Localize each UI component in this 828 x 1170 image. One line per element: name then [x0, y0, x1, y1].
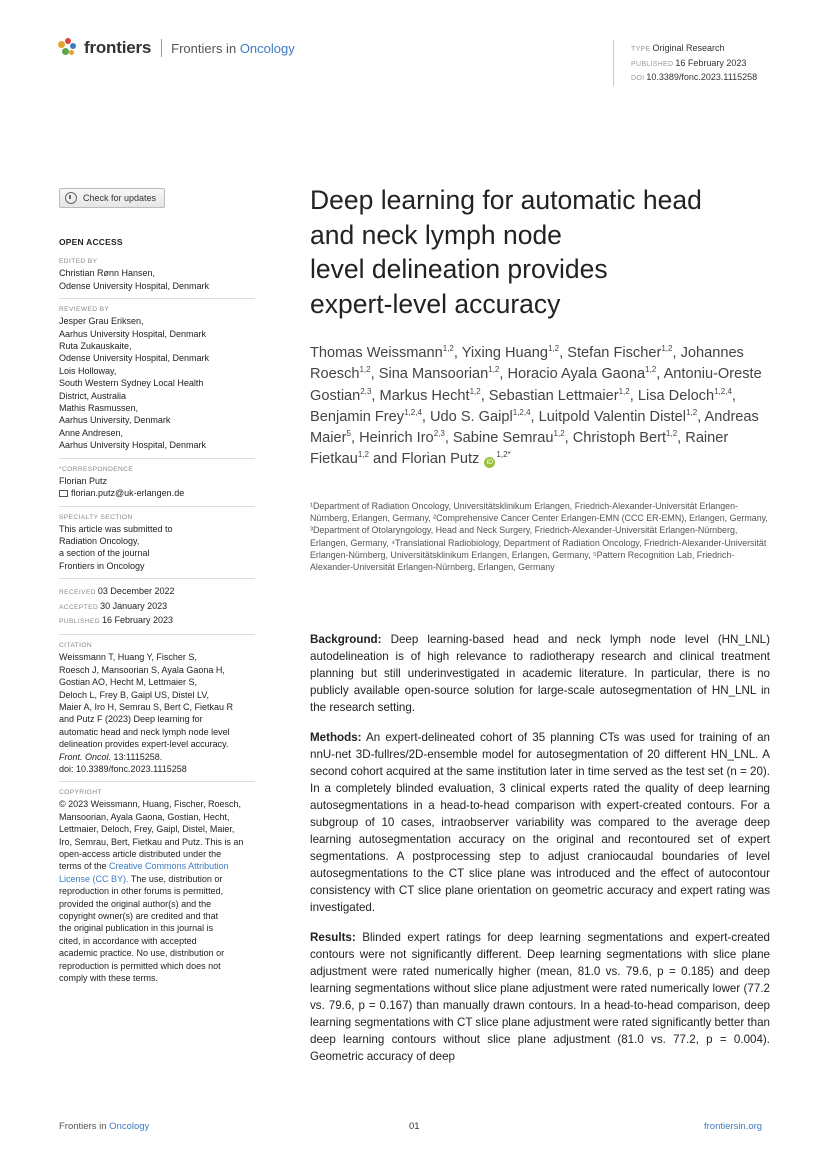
- cc-license-link-2[interactable]: License (CC BY).: [59, 873, 129, 884]
- abstract-methods: Methods: An expert-delineated cohort of 35 planning CTs was used for training of an nnU-net 3D-fullres/2D-ensemble model for autosegmentation of 20 different HN_LNL. A second cohort acquired at the same institution later in time served as the test set (n = 20). In a completely blinded evaluation, 3 clinical experts rated the quality of deep learning autosegmentations in a head-to-head comparison with expert-created contours. For a subgroup of 10 cases, intraobserver variability was compared to the average deep learning autosegmentation accuracy on the original and recontoured set of expert segmentations. A postprocessing step to adjust craniocaudal boundaries of level autosegmentations to the CT slice plane was introduced and the effect of autocontour consistency with CT slice plane orientation on geometric accuracy and expert rating was investigated.: [310, 731, 770, 914]
- author-separator: ,: [421, 408, 430, 425]
- author-separator: ,: [629, 387, 638, 404]
- author-affiliation-sup: 5: [346, 429, 351, 439]
- article-info-sidebar: [59, 236, 255, 997]
- abstract-background: Background: Deep learning-based head and neck lymph node level (HN_LNL) autodelineation is of high relevance to radiotherapy research and clinical treatment planning but still underinvestigated in academic literature. In particular, there is no publicly available open-source solution for large-scale autosegmentation of HN_LNL in the research setting.: [310, 633, 770, 714]
- footer-site-link[interactable]: frontiersin.org: [704, 1121, 763, 1132]
- envelope-icon: [59, 490, 68, 497]
- author-separator: ,: [453, 345, 462, 361]
- check-for-updates-button[interactable]: Check for updates: [59, 188, 165, 208]
- author-name[interactable]: Lisa Deloch: [637, 387, 715, 404]
- correspondence-section: *CORRESPONDENCE Florian Putz florian.putz@uk-erlangen.de: [59, 465, 255, 507]
- frontiers-logo-icon: [58, 38, 78, 58]
- published-date: 16 February 2023: [675, 57, 747, 68]
- journal-header: [58, 36, 295, 60]
- author-affiliation-sup: 1,2,4: [714, 386, 732, 396]
- author-affiliation-sup: 1,2: [618, 386, 630, 396]
- author-name[interactable]: Yixing Huang: [461, 345, 548, 361]
- author-affiliation-sup: 1,2,4: [404, 407, 422, 417]
- author-affiliation-sup: 2,3: [360, 386, 372, 396]
- author-separator: ,: [444, 430, 453, 447]
- correspondence-email[interactable]: florian.putz@uk-erlangen.de: [59, 487, 255, 499]
- author-separator: ,: [530, 408, 539, 425]
- author-affiliation-sup: 1,2: [442, 344, 454, 353]
- open-access-label: OPEN ACCESS: [59, 237, 123, 247]
- author-name[interactable]: Horacio Ayala Gaona: [507, 366, 646, 383]
- footer-journal: Frontiers in Oncology: [59, 1121, 150, 1132]
- author-separator: ,: [672, 345, 681, 361]
- cc-license-link[interactable]: Creative Commons Attribution: [109, 861, 229, 872]
- article-title: Deep learning for automatic head and neck lymph node level delineation provides expert-level accuracy: [310, 185, 702, 319]
- author-separator: ,: [677, 430, 686, 447]
- article-doi[interactable]: 10.3389/fonc.2023.1115258: [646, 72, 758, 82]
- sidebar-published-date: 16 February 2023: [101, 614, 174, 625]
- author-name[interactable]: Florian Putz: [401, 451, 480, 468]
- author-list: [310, 343, 780, 471]
- orcid-icon[interactable]: iD: [484, 457, 495, 468]
- author-name[interactable]: Udo S. Gaipl: [430, 408, 513, 425]
- author-affiliation-sup: 1,2: [661, 344, 673, 353]
- author-affiliation-sup: 1,2: [469, 386, 481, 396]
- update-icon: [65, 192, 77, 204]
- author-name[interactable]: Stefan Fischer: [567, 345, 662, 361]
- header-rule: [613, 40, 614, 86]
- author-affiliation-sup: 1,2: [645, 365, 657, 375]
- article-type: Original Research: [652, 43, 725, 53]
- header-divider: [161, 39, 162, 57]
- edited-by-section: EDITED BY Christian Rønn Hansen, Odense University Hospital, Denmark: [59, 257, 255, 299]
- author-separator: ,: [499, 366, 508, 383]
- received-date: 03 December 2022: [97, 586, 175, 597]
- reviewed-by-section: REVIEWED BY Jesper Grau Eriksen, Aarhus University Hospital, Denmark Ruta Zukauskaite, Odense University Hospital, Denmark Lois Holloway, South Western Sydney Local Health District, Australia Mathis Rasmussen, Aarhus University, Denmark Anne Andresen, Aarhus University Hospital, Denmark: [59, 305, 255, 458]
- author-name[interactable]: Markus Hecht: [379, 387, 470, 404]
- abstract-results: Results: Blinded expert ratings for deep learning segmentations and expert-created contours were not significantly different. Deep learning segmentations with slice plane adjustment were rated numerically higher (mean, 81.0 vs. 79.6, p = 0.185) and deep learning segmentations without slice plane adjustment were rated numerically lower (77.2 vs. 79.6, p = 0.167) than manually drawn contours. In a head-to-head comparison, deep learning segmentations with CT slice plane adjustment were rated significantly better than deep learning contours without slice plane adjustment (81.0 vs. 77.2, p = 0.004). Geometric accuracy of deep: [310, 931, 770, 1063]
- author-separator: ,: [564, 430, 573, 447]
- author-separator: ,: [697, 408, 705, 425]
- author-separator: ,: [480, 387, 489, 404]
- author-name[interactable]: Benjamin Frey: [310, 408, 405, 425]
- accepted-date: 30 January 2023: [100, 600, 168, 611]
- author-affiliation-sup: 1,2: [686, 407, 698, 417]
- author-separator: ,: [350, 430, 360, 447]
- author-affiliation-sup: 1,2: [553, 429, 565, 439]
- author-affiliation-sup: 1,2: [359, 365, 371, 375]
- page-number: 01: [409, 1121, 420, 1132]
- author-name[interactable]: Sebastian Lettmaier: [488, 387, 619, 404]
- author-affiliation-sup: 1,2: [357, 450, 369, 460]
- specialty-section: SPECIALTY SECTION This article was submitted to Radiation Oncology, a section of the journal Frontiers in Oncology: [59, 513, 255, 580]
- author-affiliation-sup: 1,2: [666, 429, 678, 439]
- author-affiliation-sup: 2,3: [433, 429, 445, 439]
- author-name[interactable]: Andreas Maier: [310, 408, 759, 447]
- author-name[interactable]: Sabine Semrau: [452, 430, 554, 447]
- author-affiliation-sup: 1,2: [548, 344, 560, 353]
- author-name[interactable]: Antoniu-Oreste Gostian: [310, 366, 762, 404]
- author-separator: ,: [731, 387, 741, 404]
- author-affiliation-sup: 1,2,4: [512, 407, 531, 417]
- author-separator: ,: [559, 345, 568, 361]
- copyright-section: COPYRIGHT © 2023 Weissmann, Huang, Fischer, Roesch, Mansoorian, Ayala Gaona, Gostian, Hecht, Lettmaier, Deloch, Frey, Gaipl, Distel, Maier, Iro, Semrau, Bert, Fietkau and Putz. This is an open-access article distributed under the terms of the Creative Commons Attribution License (CC BY). The use, distribution or reproduction in other forums is permitted, provided the original author(s) and the copyright owner(s) are credited and that the original publication in this journal is cited, in accordance with accepted academic practice. No use, distribution or reproduction is permitted which does not comply with these terms.: [59, 789, 244, 984]
- author-name[interactable]: Sina Mansoorian: [378, 366, 489, 383]
- author-affiliation-sup: 1,2: [488, 365, 500, 375]
- author-name[interactable]: Rainer Fietkau: [310, 430, 729, 468]
- author-name[interactable]: Johannes Roesch: [310, 345, 744, 383]
- author-separator: ,: [656, 366, 664, 383]
- journal-title[interactable]: Frontiers in Oncology: [171, 40, 295, 56]
- author-name[interactable]: Thomas Weissmann: [310, 345, 443, 361]
- affiliations: ¹Department of Radiation Oncology, Universitätsklinikum Erlangen, Friedrich-Alexander-Universität Erlangen-Nürnberg, Erlangen, Germany, ²Comprehensive Cancer Center Erlangen-EMN (CCC ER-EMN), Erlangen, Germany, ³Department of Otolaryngology, Head and Neck Surgery, Friedrich-Alexander-Universität Erlangen-Nürnberg, Erlangen, Germany, ⁴Translational Radiobiology, Department of Radiation Oncology, Friedrich-Alexander-Universität Erlangen-Nürnberg, Universitätsklinikum Erlangen, Erlangen, Germany, ⁵Pattern Recognition Lab, Friedrich-Alexander-Universität Erlangen-Nürnberg, Erlangen, Germany: [310, 501, 768, 573]
- author-separator: and: [368, 451, 402, 468]
- author-separator: ,: [371, 387, 380, 404]
- citation-section: CITATION Weissmann T, Huang Y, Fischer S, Roesch J, Mansoorian S, Ayala Gaona H, Gostian AO, Hecht M, Lettmaier S, Deloch L, Frey B, Gaipl US, Distel LV, Maier A, Iro H, Semrau S, Bert C, Fietkau R and Putz F (2023) Deep learning for automatic head and neck lymph node level delineation provides expert-level accuracy. Front. Oncol. 13:1115258. doi: 10.3389/fonc.2023.1115258: [59, 641, 255, 782]
- author-name[interactable]: Christoph Bert: [572, 430, 667, 447]
- author-name[interactable]: Luitpold Valentin Distel: [538, 408, 687, 425]
- author-affiliation-sup: 1,2*: [496, 450, 511, 460]
- dates-section: RECEIVED 03 December 2022 ACCEPTED 30 January 2023 PUBLISHED 16 February 2023: [59, 585, 255, 635]
- article-meta: TYPE Original Research PUBLISHED 16 February 2023 DOI 10.3389/fonc.2023.1115258: [631, 43, 758, 82]
- author-separator: ,: [370, 366, 379, 383]
- logo-wordmark: frontiers: [84, 38, 152, 57]
- abstract: [310, 631, 770, 1078]
- author-name[interactable]: Heinrich Iro: [359, 430, 434, 447]
